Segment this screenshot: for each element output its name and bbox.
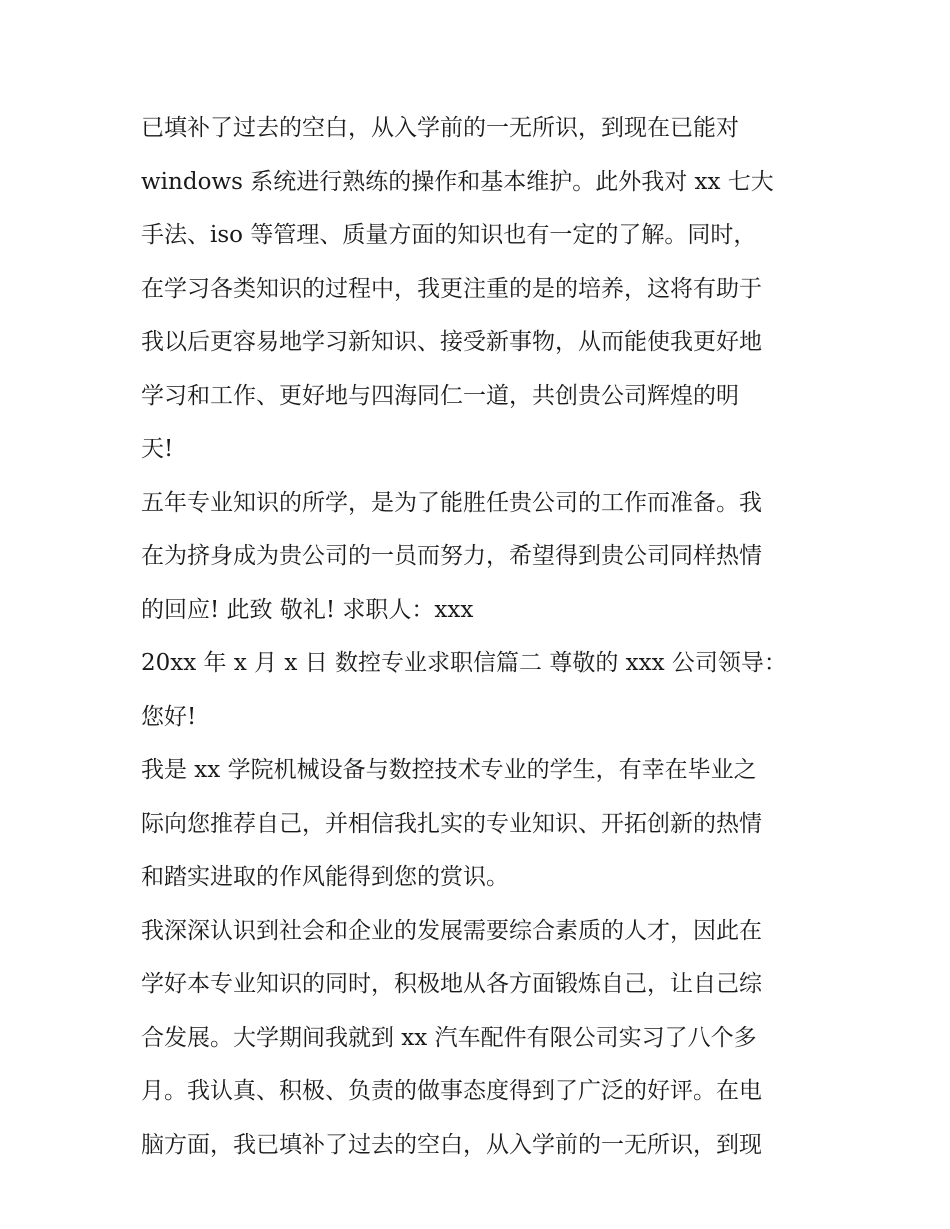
text-line: 脑方面，我已填补了过去的空白，从入学前的一无所识，到现: [141, 1131, 762, 1158]
text-line: 学习和工作、更好地与四海同仁一道，共创贵公司辉煌的明: [141, 382, 739, 409]
text-line: 天!: [141, 436, 174, 462]
text-line: 我是 xx 学院机械设备与数控技术专业的学生，有幸在毕业之: [141, 757, 757, 783]
text-line: 月。我认真、积极、负责的做事态度得到了广泛的好评。在电: [141, 1078, 762, 1104]
text-line: 在学习各类知识的过程中，我更注重的是的培养，这将有助于: [141, 275, 762, 302]
text-line: 合发展。大学期间我就到 xx 汽车配件有限公司实习了八个多: [141, 1024, 757, 1051]
text-line: 际向您推荐自己，并相信我扎实的专业知识、开拓创新的热情: [141, 810, 762, 837]
text-line: 的回应! 此致 敬礼! 求职人：xxx: [141, 596, 474, 623]
text-line: 在为挤身成为贵公司的一员而努力，希望得到贵公司同样热情: [141, 543, 762, 569]
text-line: 您好!: [141, 703, 197, 730]
text-line: 和踏实进取的作风能得到您的赏识。: [141, 864, 509, 890]
text-line: 学好本专业知识的同时，积极地从各方面锻炼自己，让自己综: [141, 971, 762, 997]
text-line: 手法、iso 等管理、质量方面的知识也有一定的了解。同时，: [141, 222, 757, 248]
text-line: 五年专业知识的所学，是为了能胜任贵公司的工作而准备。我: [141, 489, 762, 516]
text-line: 我以后更容易地学习新知识、接受新事物，从而能使我更好地: [141, 329, 762, 355]
text-line: 我深深认识到社会和企业的发展需要综合素质的人才，因此在: [141, 917, 762, 944]
text-line: 20xx 年 x 月 x 日 数控专业求职信篇二 尊敬的 xxx 公司领导：: [141, 650, 787, 676]
document-body: [141, 102, 821, 1172]
text-line: windows 系统进行熟练的操作和基本维护。此外我对 xx 七大: [141, 168, 774, 195]
text-line: 已填补了过去的空白，从入学前的一无所识，到现在已能对: [141, 115, 739, 141]
